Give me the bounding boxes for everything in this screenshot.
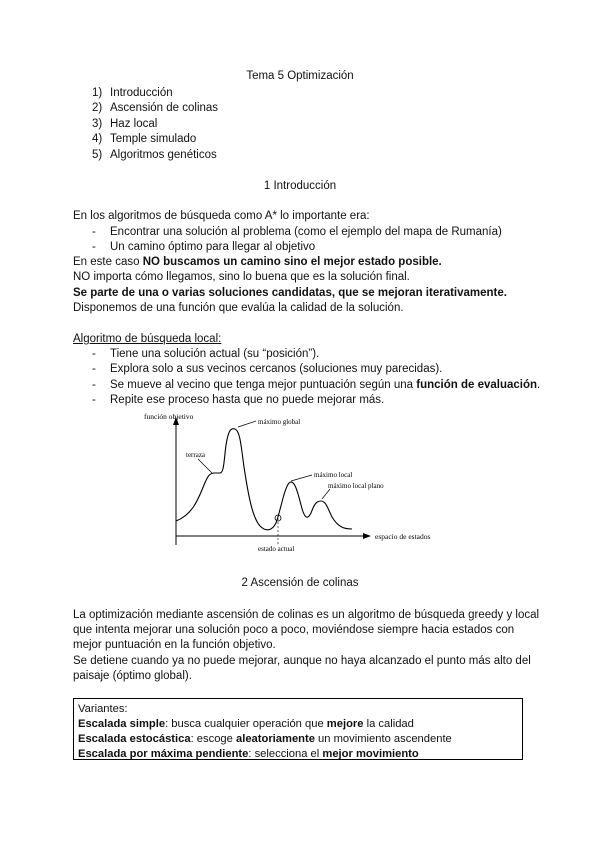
variants-title: Variantes: (78, 703, 128, 715)
list-item: - Explora solo a sus vecinos cercanos (soluciones muy parecidas). (92, 363, 443, 375)
global-max-pointer (238, 421, 256, 427)
paragraph-line: que intenta mejorar una solución poco a poco, moviéndose siempre hacia estados con (73, 624, 515, 636)
variant-simple: Escalada simple: busca cualquier operación que mejore la calidad (78, 718, 414, 730)
paragraph-line: En este caso NO buscamos un camino sino el mejor estado posible. (73, 256, 442, 268)
shoulder-pointer (198, 459, 212, 473)
paragraph-line: Disponemos de una función que evalúa la calidad de la solución. (73, 302, 404, 314)
paragraph-line: La optimización mediante ascensión de colinas es un algoritmo de búsqueda greedy y local (73, 609, 540, 621)
local-max-label: máximo local (314, 471, 353, 479)
state-space-figure (140, 405, 440, 555)
toc-item: 3) Haz local (92, 117, 158, 130)
paragraph-line: paisaje (óptimo global). (73, 670, 192, 682)
table-of-contents (92, 86, 218, 163)
flat-local-max-label: máximo local plano (328, 482, 384, 490)
toc-item: 4) Temple simulado (92, 133, 197, 146)
toc-item: 1) Introducción (92, 87, 173, 99)
paragraph-line: mejor puntuación en la función objetivo. (73, 639, 276, 651)
document-title: Tema 5 Optimización (246, 70, 354, 82)
flat-local-max-pointer (322, 489, 330, 499)
objective-curve (176, 429, 352, 530)
variants-box (73, 698, 523, 760)
paragraph-line: NO importa cómo llegamos, sino lo buena que es la solución final. (73, 271, 410, 283)
list-item: - Encontrar una solución al problema (como el ejemplo del mapa de Rumanía) (92, 226, 502, 238)
list-item: - Un camino óptimo para llegar al objetivo (92, 241, 316, 253)
y-axis-label: función objetivo (144, 412, 194, 421)
local-search-title: Algoritmo de búsqueda local: (73, 333, 222, 345)
list-item: - Tiene una solución actual (su “posición”). (92, 348, 320, 360)
local-max-pointer (291, 475, 312, 481)
variant-stochastic: Escalada estocástica: escoge aleatoriamente un movimiento ascendente (78, 733, 452, 745)
list-item: - Se mueve al vecino que tenga mejor puntuación según una función de evaluación. (92, 379, 541, 391)
current-state-label: estado actual (258, 545, 295, 553)
x-axis-arrow (363, 533, 371, 539)
section-heading-hill-climbing: 2 Ascensión de colinas (241, 577, 359, 589)
x-axis-label: espacio de estados (375, 532, 431, 541)
paragraph-line: Se parte de una o varias soluciones candidatas, que se mejoran iterativamente. (73, 287, 507, 299)
intro-text: En los algoritmos de búsqueda como A* lo importante era: (73, 210, 370, 222)
global-max-label: máximo global (258, 418, 301, 426)
paragraph-line: Se detiene cuando ya no puede mejorar, aunque no haya alcanzado el punto más alto del (73, 655, 531, 667)
shoulder-label: terraza (186, 451, 206, 459)
variant-steepest: Escalada por máxima pendiente: selecciona el mejor movimiento (78, 748, 419, 760)
list-item: - Repite ese proceso hasta que no puede mejorar más. (92, 394, 385, 406)
section-heading-introduction: 1 Introducción (263, 180, 337, 192)
toc-item: 2) Ascensión de colinas (92, 102, 219, 115)
toc-item: 5) Algoritmos genéticos (92, 148, 217, 161)
